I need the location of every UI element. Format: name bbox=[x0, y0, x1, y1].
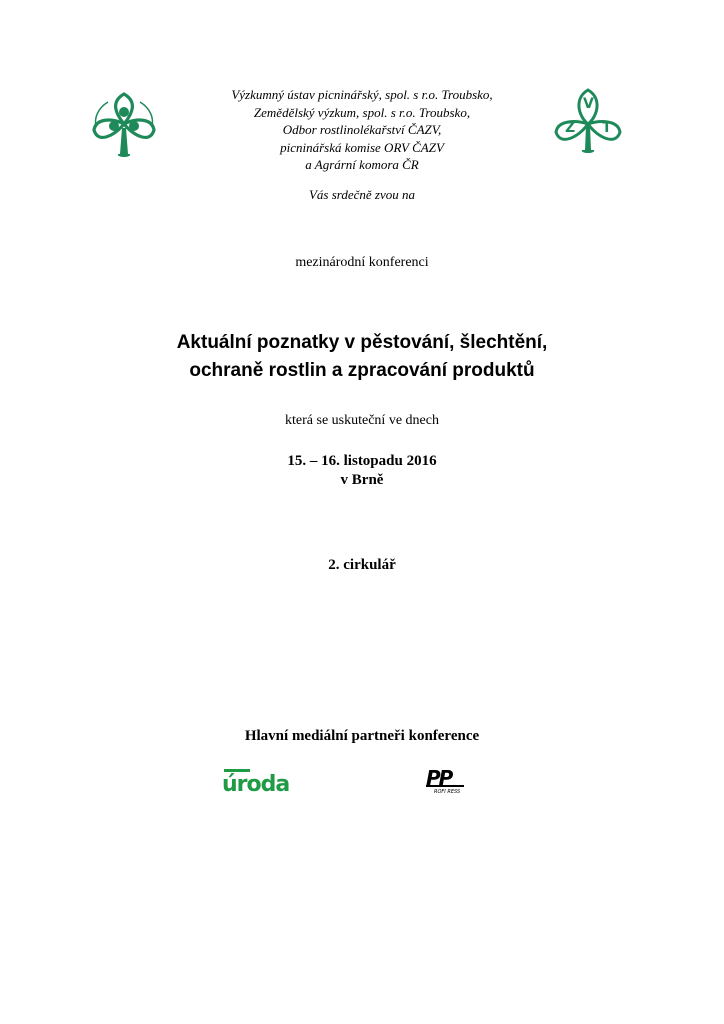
organizers-block bbox=[172, 86, 552, 174]
conference-title-line: Aktuální poznatky v pěstování, šlechtění, bbox=[176, 332, 548, 353]
conference-place: v Brně bbox=[340, 472, 384, 488]
conference-date-place bbox=[0, 452, 724, 490]
svg-text:úroda: úroda bbox=[222, 772, 290, 793]
svg-text:Z: Z bbox=[565, 120, 576, 136]
invite-line: Vás srdečně zvou na bbox=[308, 187, 416, 202]
clover-logo-icon bbox=[88, 88, 160, 160]
conference-type: mezinárodní konferenci bbox=[295, 255, 429, 270]
organizer-line: Zemědělský výzkum, spol. s r.o. Troubsko, bbox=[253, 104, 471, 120]
profi-press-logo-icon bbox=[424, 768, 486, 794]
conference-date: 15. – 16. listopadu 2016 bbox=[287, 453, 437, 469]
svg-text:T: T bbox=[602, 120, 612, 136]
organizer-line: Odbor rostlinolékařství ČAZV, bbox=[282, 122, 442, 137]
svg-text:ROFI RESS: ROFI RESS bbox=[434, 789, 461, 794]
svg-text:V: V bbox=[583, 96, 594, 112]
circular-number: 2. cirkulář bbox=[328, 557, 396, 573]
svg-text:PP: PP bbox=[426, 768, 452, 790]
uroda-logo-icon bbox=[222, 769, 306, 793]
conference-title-line: ochraně rostlin a zpracování produktů bbox=[189, 360, 535, 381]
conference-title bbox=[0, 329, 724, 385]
conference-when-intro: která se uskuteční ve dnech bbox=[285, 413, 439, 428]
organizer-line: a Agrární komora ČR bbox=[305, 157, 419, 172]
organizer-line: picninářská komise ORV ČAZV bbox=[280, 139, 444, 155]
zvt-clover-logo-icon bbox=[552, 86, 624, 156]
partners-heading: Hlavní mediální partneři konference bbox=[244, 728, 480, 744]
organizer-line: Výzkumný ústav picninářský, spol. s r.o. Troubsko, bbox=[231, 87, 493, 102]
